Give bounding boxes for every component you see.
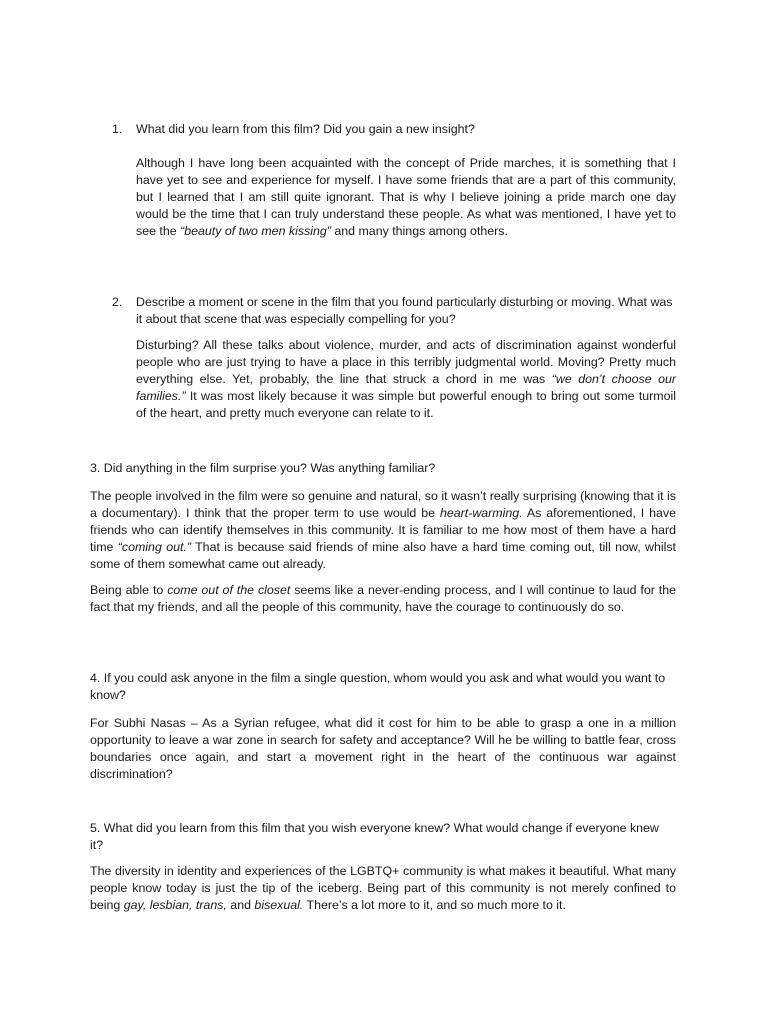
question-4-text: 4. If you could ask anyone in the film a single question, whom would you ask and what would you want to know? (90, 671, 666, 702)
answer-5-emphasis-2: bisexual. (254, 897, 304, 912)
answer-3-p2-emphasis: come out of the closet (167, 583, 291, 597)
answer-4: For Subhi Nasas – As a Syrian refugee, what did it cost for him to be able to grasp a one in a million opportunity to leave a war zone in search for safety and acceptance? Will he be willing to battle fear, cross boundaries once again, and start a movement right in the heart of the continuous war against discrimination? (90, 716, 676, 781)
answer-2 (136, 337, 676, 422)
answer-5-text-b: and (226, 897, 255, 912)
answer-5-text-c: There’s a lot more to it, and so much more to it. (303, 897, 566, 912)
answer-1-text-a: Although I have long been acquainted with the concept of Pride marches, it is something that I have yet to see and experience for myself. I have some friends that are a part of this community, but I learned that I am still quite ignorant. That is why I believe joining a pride march one day would be the time that I can truly understand these people. As what was mentioned, I have yet to see the (136, 156, 676, 238)
question-1-number: 1. (112, 122, 123, 136)
question-5-text: 5. What did you learn from this film that you wish everyone knew? What would change if everyone knew it? (90, 821, 659, 852)
answer-3-p1-text-a: The people involved in the film were so genuine and natural, so it wasn’t really surprising (knowing that it is a documentary). I think that the proper term to use would be (90, 489, 676, 520)
answer-5 (90, 863, 676, 914)
answer-3-p1-text-c: That is because said friends of mine also have a hard time coming out, till now, whilst some of them somewhat came out already. (90, 539, 676, 571)
answer-3-p2-text-a: Being able to (90, 583, 168, 597)
question-1-text: What did you learn from this film? Did you gain a new insight? (136, 122, 475, 136)
answer-2-text-b: It was most likely because it was simple but powerful enough to bring out some turmoil of the heart, and pretty much everyone can relate to it. (136, 388, 676, 420)
answer-1-text-b: and many things among others. (330, 223, 508, 238)
question-2-text: Describe a moment or scene in the film that you found particularly disturbing or moving. What was it about that scene that was especially compelling for you? (136, 295, 673, 326)
answer-3-p2-text-b: seems like a never-ending process, and I will continue to laud for the fact that my friends, and all the people of this community, have the courage to continuously do so. (90, 583, 676, 614)
answer-3-paragraph-1 (90, 488, 676, 573)
answer-3-p1-text-b: As aforementioned, I have friends who can identify themselves in this community. It is familiar to me how most of them have a hard time (90, 505, 676, 554)
answer-2-text-a: Disturbing? All these talks about violence, murder, and acts of discrimination against wonderful people who are just trying to have a place in this terribly judgmental world. Moving? Pretty much everything else. Yet, probably, the line that struck a chord in me was (136, 338, 676, 386)
question-3-text: 3. Did anything in the film surprise you? Was anything familiar? (90, 461, 436, 475)
answer-3-paragraph-2 (90, 582, 676, 616)
answer-5-emphasis-1: gay, lesbian, trans, (123, 897, 227, 912)
answer-3-p1-emphasis-1: heart-warming. (439, 505, 523, 520)
answer-5-text-a: The diversity in identity and experiences of the LGBTQ+ community is what makes it beautiful. What many people know today is just the tip of the iceberg. Being part of this community is not merely confined to being (90, 864, 676, 912)
answer-1 (136, 155, 676, 240)
answer-3-p1-emphasis-2: “coming out.” (117, 539, 191, 554)
answer-1-quote: “beauty of two men kissing” (180, 223, 331, 238)
answer-2-quote: “we don’t choose our families.” (136, 371, 677, 403)
question-2-number: 2. (112, 295, 123, 309)
